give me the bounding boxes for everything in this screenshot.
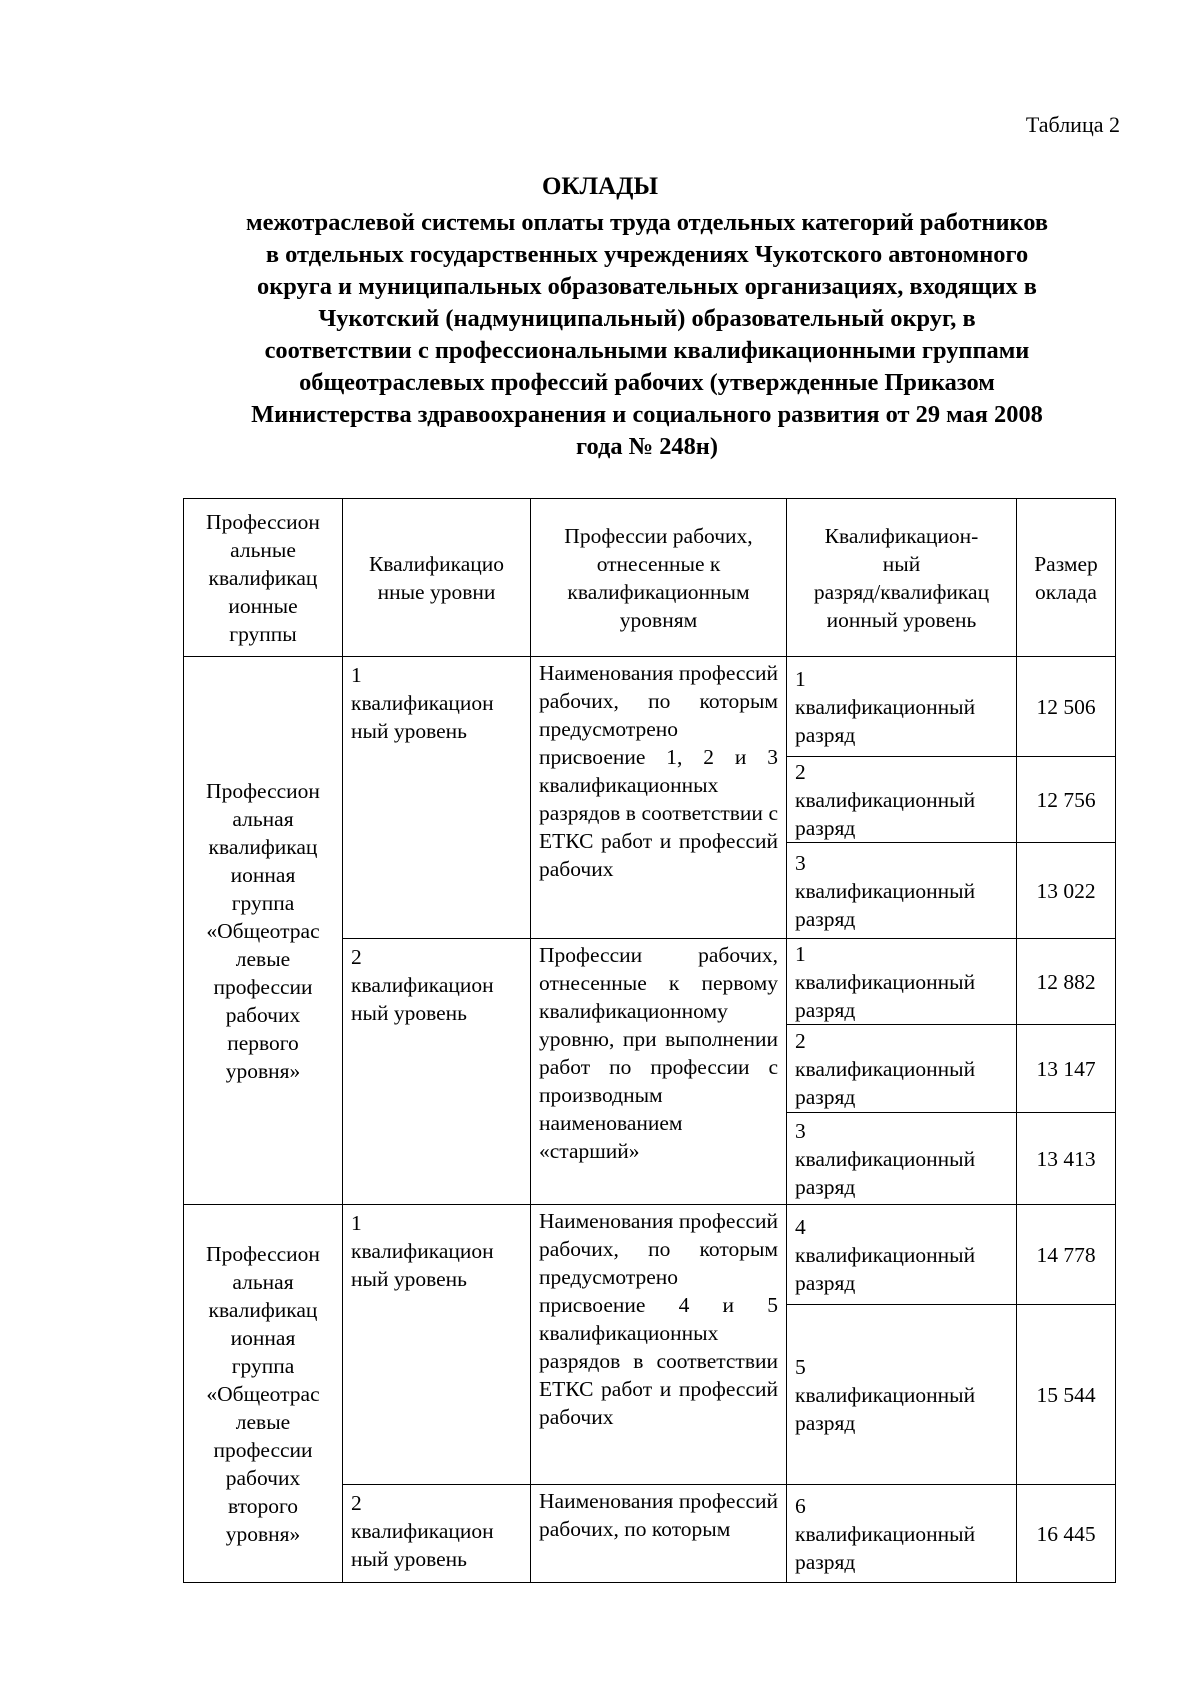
- rank-label: квалификационный: [795, 787, 976, 812]
- table-row: [184, 1205, 1116, 1305]
- salary-value: 12 756: [1017, 757, 1116, 843]
- salary-value: 13 413: [1017, 1113, 1116, 1205]
- rank-number: 1: [795, 941, 806, 966]
- rank-cell: [787, 1485, 1017, 1583]
- subtitle-line: года № 248н): [576, 433, 718, 460]
- rank-label: квалификационный: [795, 969, 976, 994]
- rank-label: квалификационный: [795, 1521, 976, 1546]
- header-rank: Квалификацион- ный разряд/квалификац ионный уровень: [787, 499, 1017, 657]
- subtitle-line: Чукотский (надмуниципальный) образовательный округ, в: [318, 305, 976, 332]
- rank-unit: разряд: [795, 1549, 856, 1574]
- rank-label: квалификационный: [795, 1056, 976, 1081]
- rank-number: 2: [795, 1028, 806, 1053]
- rank-number: 6: [795, 1493, 806, 1518]
- subtitle-line: межотраслевой системы оплаты труда отдельных категорий работников: [245, 209, 1049, 236]
- rank-unit: разряд: [795, 1410, 856, 1435]
- table-header-row: [184, 499, 1116, 657]
- rank-number: 5: [795, 1354, 806, 1379]
- level-name: 1 квалификацион ный уровень: [343, 657, 531, 939]
- rank-label: квалификационный: [795, 1242, 976, 1267]
- rank-cell: [787, 939, 1017, 1025]
- table-label: Таблица 2: [1025, 112, 1120, 137]
- rank-label: квалификационный: [795, 694, 976, 719]
- rank-number: 2: [795, 759, 806, 784]
- header-salary: Размер оклада: [1017, 499, 1116, 657]
- subtitle-line: соответствии с профессиональными квалификационными группами: [264, 337, 1030, 364]
- rank-label: квалификационный: [795, 1382, 976, 1407]
- rank-cell: [787, 1113, 1017, 1205]
- rank-unit: разряд: [795, 906, 856, 931]
- rank-cell: [787, 1305, 1017, 1485]
- rank-label: квалификационный: [795, 878, 976, 903]
- rank-unit: разряд: [795, 1084, 856, 1109]
- rank-unit: разряд: [795, 815, 856, 840]
- salary-table: [183, 498, 1116, 1583]
- rank-cell: [787, 1205, 1017, 1305]
- table-row: [184, 657, 1116, 757]
- rank-number: 3: [795, 1118, 806, 1143]
- level-name: 2 квалификацион ный уровень: [343, 939, 531, 1205]
- rank-cell: [787, 657, 1017, 757]
- rank-number: 3: [795, 850, 806, 875]
- professions-text: [531, 1485, 787, 1583]
- salary-value: 12 506: [1017, 657, 1116, 757]
- salary-value: 13 147: [1017, 1025, 1116, 1113]
- rank-number: 1: [795, 666, 806, 691]
- header-professions: Профессии рабочих, отнесенные к квалификационным уровням: [531, 499, 787, 657]
- header-level: Квалификацио нные уровни: [343, 499, 531, 657]
- rank-cell: [787, 843, 1017, 939]
- rank-unit: разряд: [795, 722, 856, 747]
- salary-value: 14 778: [1017, 1205, 1116, 1305]
- header-group: Профессион альные квалификац ионные группы: [184, 499, 343, 657]
- rank-number: 4: [795, 1214, 806, 1239]
- professions-text: Профессии рабочих, отнесенные к первому квалификационному уровню, при выполнении работ по профессии с производным наименованием «старший»: [531, 939, 787, 1205]
- level-name: 1 квалификацион ный уровень: [343, 1205, 531, 1485]
- salary-value: 12 882: [1017, 939, 1116, 1025]
- rank-unit: разряд: [795, 997, 856, 1022]
- salary-value: 15 544: [1017, 1305, 1116, 1485]
- document-subtitle: [160, 207, 1134, 463]
- group-name: Профессион альная квалификац ионная группа «Общеотрас левые профессии рабочих первого уровня»: [184, 657, 343, 1205]
- professions-text-fragment: Наименования профессий рабочих, по которым: [539, 1489, 778, 1541]
- document-title: ОКЛАДЫ: [541, 173, 658, 200]
- subtitle-line: общеотраслевых профессий рабочих (утвержденные Приказом: [299, 369, 995, 396]
- subtitle-line: в отдельных государственных учреждениях Чукотского автономного: [265, 241, 1029, 268]
- salary-value: 16 445: [1017, 1485, 1116, 1583]
- professions-text: Наименования профессий рабочих, по которым предусмотрено присвоение 4 и 5 квалификационных разрядов в соответствии ЕТКС работ и профессий рабочих: [531, 1205, 787, 1485]
- subtitle-line: округа и муниципальных образовательных организациях, входящих в: [257, 273, 1037, 300]
- rank-unit: разряд: [795, 1270, 856, 1295]
- rank-cell: [787, 757, 1017, 843]
- salary-value: 13 022: [1017, 843, 1116, 939]
- level-name: 2 квалификацион ный уровень: [343, 1485, 531, 1583]
- group-name: Профессион альная квалификац ионная группа «Общеотрас левые профессии рабочих второго уровня»: [184, 1205, 343, 1583]
- rank-unit: разряд: [795, 1174, 856, 1199]
- professions-text: Наименования профессий рабочих, по которым предусмотрено присвоение 1, 2 и 3 квалификационных разрядов в соответствии с ЕТКС работ и профессий рабочих: [531, 657, 787, 939]
- rank-label: квалификационный: [795, 1146, 976, 1171]
- rank-cell: [787, 1025, 1017, 1113]
- subtitle-line: Министерства здравоохранения и социального развития от 29 мая 2008: [251, 401, 1043, 428]
